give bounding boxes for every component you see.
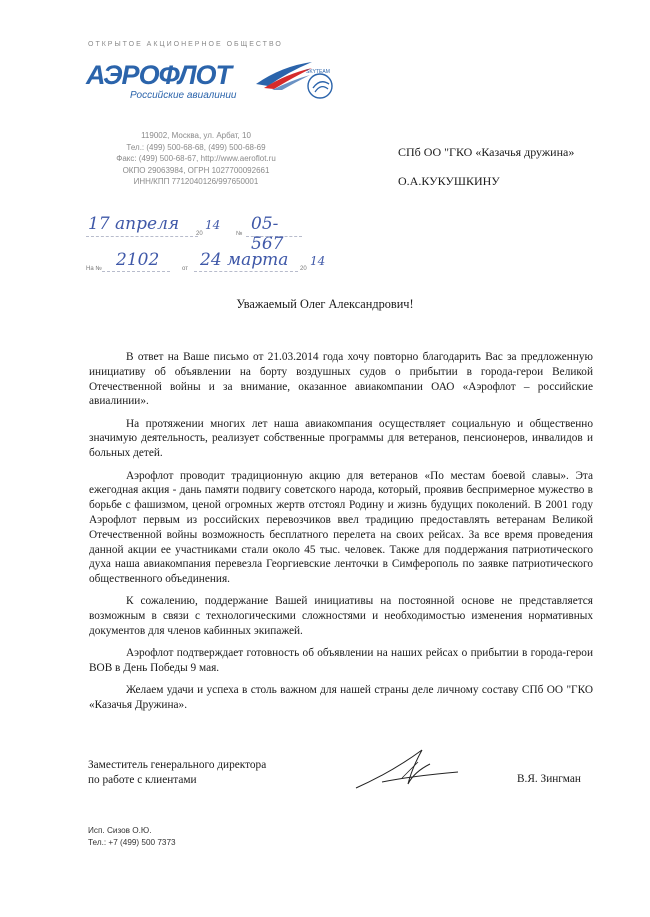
contact-line: ОКПО 29063984, ОГРН 1027700092661 — [122, 165, 270, 175]
signatory-title-line: по работе с клиентами — [88, 774, 197, 786]
handwritten-incoming-year: 14 — [310, 254, 326, 268]
contact-line: ИНН/КПП 7712040126/997650001 — [133, 177, 259, 186]
executor-name: Исп. Сизов О.Ю. — [88, 826, 152, 835]
contact-block — [96, 130, 296, 188]
handwritten-signature — [352, 742, 462, 792]
signatory-title-line: Заместитель генерального директора — [88, 759, 267, 771]
logo-subtitle: Российские авиалинии — [130, 90, 237, 101]
body-paragraph: На протяжении многих лет наша авиакомпания осуществляет социальную и общественно значимую деятельность, реализует собственные программы для ветеранов, пенсионеров, инвалидов и больных детей. — [89, 417, 593, 460]
body-paragraph: К сожалению, поддержание Вашей инициативы на постоянной основе не представляется возможным в связи с технологическими сложностями и необходимостью изменения нормативных документов для членов кабинных экипажей. — [89, 595, 593, 638]
body-paragraph: Аэрофлот проводит традиционную акцию для ветеранов «По местам боевой славы». Эта ежегодная акция - дань памяти подвигу советского народа, который, проявив беспримерное мужество в борьбе с фашизмом, ценой огромных жертв отстоял Родину и жизнь будущих поколений. В 2001 году Аэрофлот первым из российских перевозчиков ввел традицию предоставлять ветеранам Великой Отечественной войны возможность бесплатного перелета на своих рейсах. За все время проведения данной акции ее участниками стали около 45 тыс. человек. Также для поддержания патриотического духа наша авиакомпания перевезла Георгиевские ленточки в Симферополь по заявке патриотического общественного объединения. — [89, 469, 593, 586]
addressee-org: СПб ОО "ГКО «Казачья дружина» — [398, 145, 575, 159]
contact-line: 119002, Москва, ул. Арбат, 10 — [141, 131, 251, 140]
logo-wordmark: АЭРОФЛОТ — [86, 60, 232, 90]
letter-body — [89, 350, 593, 721]
signatory-name: В.Я. Зингман — [517, 773, 581, 785]
contact-line: Тел.: (499) 500-68-68, (499) 500-68-69 — [126, 142, 266, 152]
from-label: от — [182, 266, 188, 272]
skyteam-icon — [302, 66, 338, 102]
org-type-heading: ОТКРЫТОЕ АКЦИОНЕРНОЕ ОБЩЕСТВО — [88, 41, 283, 48]
signatory-title — [88, 758, 266, 788]
handwritten-year: 14 — [205, 218, 221, 232]
body-paragraph: Аэрофлот подтверждает готовность об объявлении на наших рейсах о прибытии в города-герои ВОВ в День Победы 9 мая. — [89, 647, 593, 675]
handwritten-incoming-number: 2102 — [116, 250, 160, 270]
handwritten-date: 17 апреля — [88, 214, 180, 234]
incoming-reference — [86, 250, 336, 276]
addressee-person: О.А.КУКУШКИНУ — [398, 174, 500, 188]
handwritten-number: 05-567 — [251, 214, 284, 254]
outgoing-reference — [86, 214, 301, 254]
year-prefix: 20 — [300, 266, 307, 272]
addressee-block — [398, 138, 574, 196]
body-paragraph: Желаем удачи и успеха в столь важном для нашей страны деле личному составу СПб ОО "ГКО «Казачья Дружина». — [89, 684, 593, 712]
skyteam-label: SKYTEAM — [306, 69, 330, 75]
year-prefix: 20 — [196, 231, 203, 237]
handwritten-incoming-date: 24 марта — [200, 250, 289, 270]
contact-line: Факс: (499) 500-68-67, http://www.aeroflot.ru — [116, 154, 276, 163]
on-number-label: На № — [86, 266, 102, 272]
body-paragraph: В ответ на Ваше письмо от 21.03.2014 года хочу повторно благодарить Вас за предложенную инициативу об объявлении на борту воздушных судов о прибытии в города-герои Великой Отечественной войны и за внимание, оказанное авиакомпании ОАО «Аэрофлот – российские авиалинии». — [89, 351, 593, 408]
executor-phone: Тел.: +7 (499) 500 7373 — [88, 837, 176, 847]
executor-block — [88, 825, 176, 848]
number-label: № — [236, 231, 243, 237]
greeting: Уважаемый Олег Александрович! — [236, 297, 414, 311]
aeroflot-logo — [86, 60, 336, 108]
